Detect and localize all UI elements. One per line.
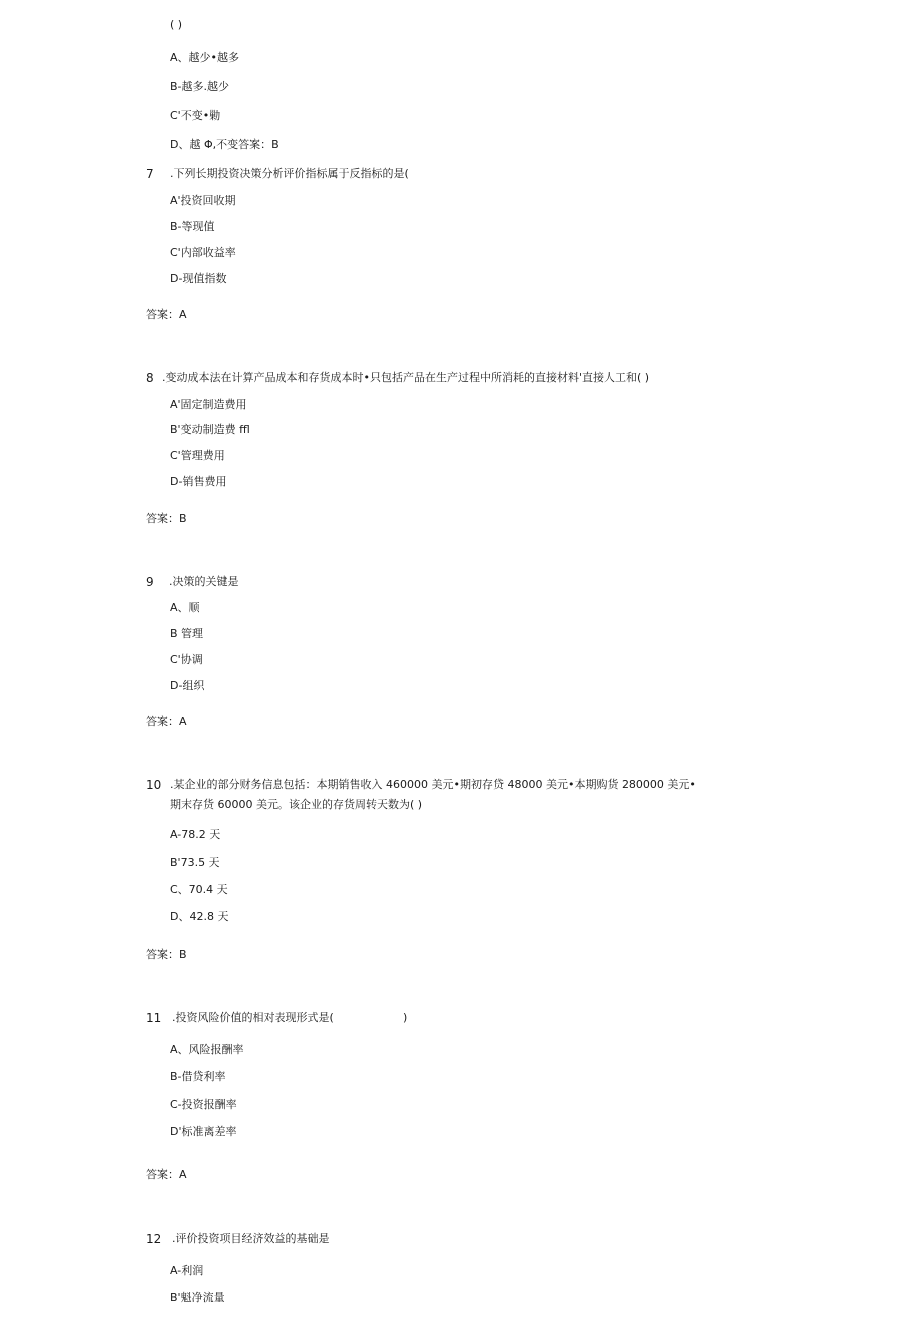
question-11-stem: .投资风险价值的相对表现形式是( [172,1011,334,1024]
question-8-option-b: B'变动制造费 ffl [170,423,250,436]
question-12-stem: .评价投资项目经济效益的基础是 [172,1232,330,1245]
question-10-stem-line-1: .某企业的部分财务信息包括：本期销售收入 460000 美元•期初存贷 48000 美元•本期购货 280000 美元• [170,778,696,791]
question-12-option-a: A-利润 [170,1264,204,1277]
question-9-option-a: A、顺 [170,601,200,614]
intro-option-c: C'不变•勦 [170,109,221,122]
question-11-option-b: B-借贷利率 [170,1070,226,1083]
question-9-option-b: B 管理 [170,627,204,640]
question-12-option-b: B'魁净流量 [170,1291,225,1304]
question-9-option-c: C'协调 [170,653,203,666]
question-8-number: 8 [146,371,154,385]
question-7-option-b: B-等现值 [170,220,215,233]
question-7-option-c: C'内部收益率 [170,246,236,259]
question-11-option-a: A、风险报酬率 [170,1043,244,1056]
intro-option-b: B-越多.越少 [170,80,230,93]
question-8-option-a: A'固定制造费用 [170,398,247,411]
question-9-answer: 答案：A [146,715,187,728]
question-10-option-a: A-78.2 天 [170,828,221,841]
question-10-option-c: C、70.4 天 [170,883,228,896]
question-10-option-b: B'73.5 天 [170,856,220,869]
question-11-stem-close: ) [403,1011,408,1024]
question-8-option-c: C'管理费用 [170,449,225,462]
question-11-answer: 答案：A [146,1168,187,1181]
question-7-option-a: A'投资回收期 [170,194,236,207]
question-10-option-d: D、42.8 天 [170,910,229,923]
question-12-number: 12 [146,1232,162,1246]
question-11-number: 11 [146,1011,162,1025]
intro-option-d: D、越 Φ,不变答案：B [170,138,279,151]
intro-option-a: A、越少•越多 [170,51,240,64]
question-8-option-d: D-销售费用 [170,475,227,488]
question-11-option-d: D'标准离差率 [170,1125,237,1138]
question-10-number: 10 [146,778,162,792]
question-7-answer: 答案：A [146,308,187,321]
question-9-option-d: D-组织 [170,679,205,692]
question-8-answer: 答案：B [146,512,187,525]
question-7-option-d: D-现值指数 [170,272,227,285]
question-10-answer: 答案：B [146,948,187,961]
question-11-option-c: C-投资报酬率 [170,1098,237,1111]
question-10-stem-line-2: 期末存货 60000 美元。该企业的存货周转天数为( ) [170,798,423,811]
question-9-stem: .决策的关键是 [169,575,239,588]
question-9-number: 9 [146,575,154,589]
intro-paren: ( ) [170,18,183,31]
question-7-stem: .下列长期投资决策分析评价指标属于反指标的是( [170,167,409,180]
question-7-number: 7 [146,167,154,181]
question-8-stem: .变动成本法在计算产品成本和存货成本时•只包括产品在生产过程中所消耗的直接材料'直接人工和( ) [162,371,650,384]
